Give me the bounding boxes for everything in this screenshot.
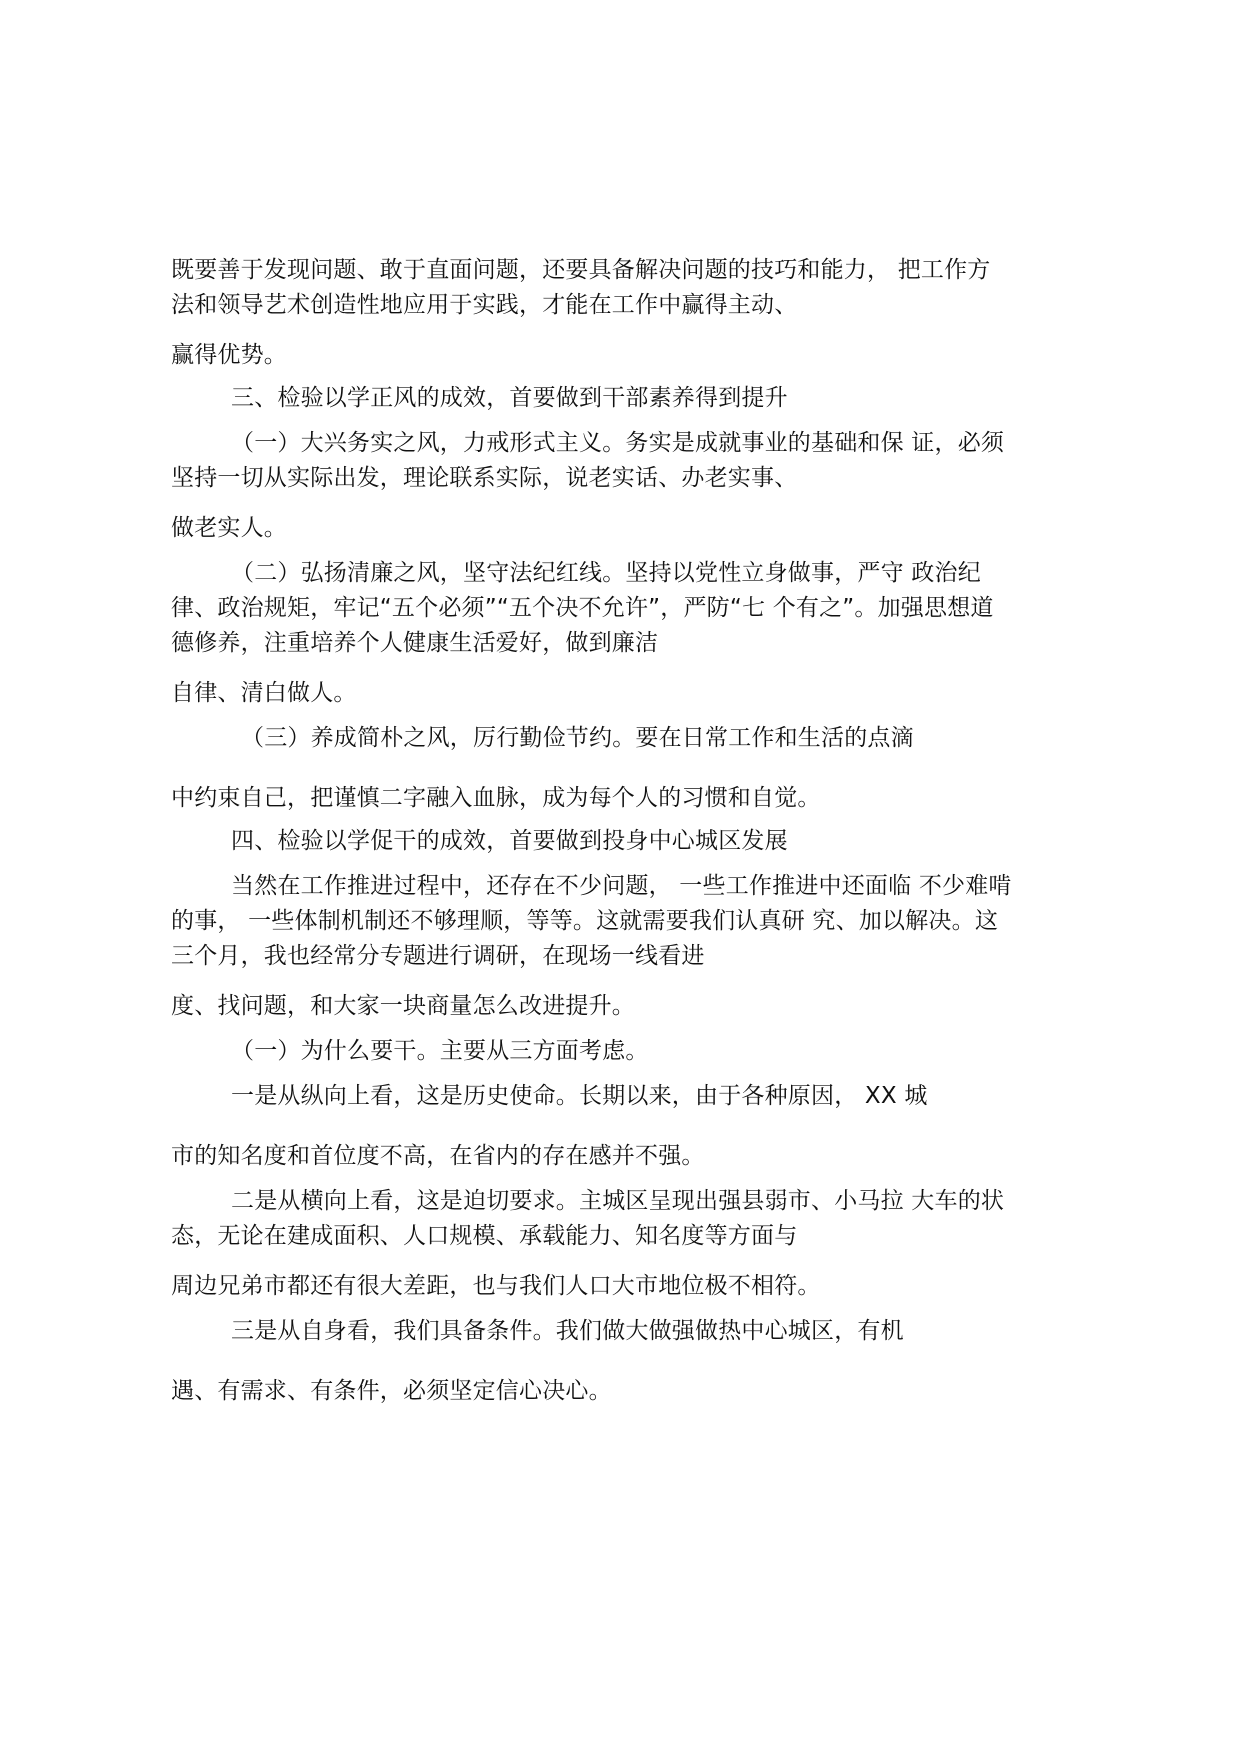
paragraph-line: 市的知名度和首位度不高，在省内的存在感并不强。 <box>171 1143 705 1169</box>
paragraph-line: 态，无论在建成面积、人口规模、承载能力、知名度等方面与 <box>171 1223 798 1249</box>
paragraph-line: 二是从横向上看，这是迫切要求。主城区呈现出强县弱市、小马拉 大车的状 <box>231 1188 1005 1214</box>
paragraph-line: （二）弘扬清廉之风，坚守法纪红线。坚持以党性立身做事，严守 政治纪 <box>231 560 981 586</box>
paragraph-line: （三）养成简朴之风，厉行勤俭节约。要在日常工作和生活的点滴 <box>241 725 914 751</box>
paragraph-line: 三个月，我也经常分专题进行调研，在现场一线看进 <box>171 943 705 969</box>
section-heading: 三、检验以学正风的成效，首要做到干部素养得到提升 <box>231 385 788 411</box>
paragraph-line: （一）大兴务实之风，力戒形式主义。务实是成就事业的基础和保 证，必须 <box>231 430 1005 456</box>
paragraph-line: 德修养，注重培养个人健康生活爱好，做到廉洁 <box>171 630 659 656</box>
paragraph-line: 坚持一切从实际出发，理论联系实际，说老实话、办老实事、 <box>171 465 798 491</box>
paragraph-line: 律、政治规矩，牢记“五个必须”“五个决不允许”，严防“七 个有之”。加强思想道 <box>171 595 994 621</box>
paragraph-line: 既要善于发现问题、敢于直面问题，还要具备解决问题的技巧和能力， 把工作方 <box>171 257 991 283</box>
subsection-heading: （一）为什么要干。主要从三方面考虑。 <box>231 1038 649 1064</box>
paragraph-line: 赢得优势。 <box>171 342 287 368</box>
paragraph-line: 三是从自身看，我们具备条件。我们做大做强做热中心城区，有机 <box>231 1318 904 1344</box>
paragraph-line: 周边兄弟市都还有很大差距，也与我们人口大市地位极不相符。 <box>171 1273 821 1299</box>
paragraph-line: 法和领导艺术创造性地应用于实践，才能在工作中赢得主动、 <box>171 292 798 318</box>
paragraph-line: 自律、清白做人。 <box>171 680 357 706</box>
section-heading: 四、检验以学促干的成效，首要做到投身中心城区发展 <box>231 828 788 854</box>
paragraph-line: 当然在工作推进过程中，还存在不少问题， 一些工作推进中还面临 不少难啃 <box>231 873 1012 899</box>
paragraph-line: 遇、有需求、有条件，必须坚定信心决心。 <box>171 1378 612 1404</box>
paragraph-line: 的事， 一些体制机制还不够理顺，等等。这就需要我们认真研 究、加以解决。这 <box>171 908 999 934</box>
paragraph-line: 中约束自己，把谨慎二字融入血脉，成为每个人的习惯和自觉。 <box>171 785 821 811</box>
paragraph-line: 度、找问题，和大家一块商量怎么改进提升。 <box>171 993 635 1019</box>
paragraph-line: 一是从纵向上看，这是历史使命。长期以来，由于各种原因， XX 城 <box>231 1083 928 1109</box>
paragraph-line: 做老实人。 <box>171 515 287 541</box>
